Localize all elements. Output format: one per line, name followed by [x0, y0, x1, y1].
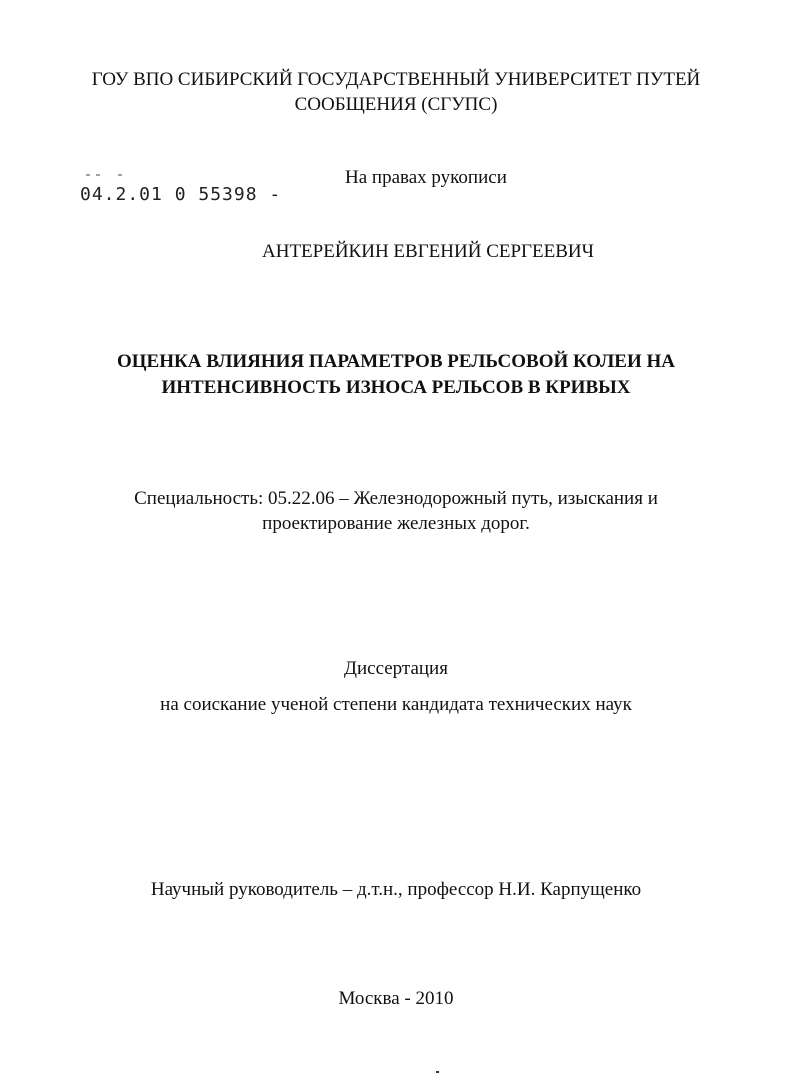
institution-line-1: ГОУ ВПО СИБИРСКИЙ ГОСУДАРСТВЕННЫЙ УНИВЕРСИТЕТ ПУТЕЙ — [91, 69, 701, 90]
specialty-line-2: проектирование железных дорог. — [262, 513, 530, 534]
dissertation-title-line-1: ОЦЕНКА ВЛИЯНИЯ ПАРАМЕТРОВ РЕЛЬСОВОЙ КОЛЕИ НА — [116, 351, 675, 372]
rights-note: На правах рукописи — [345, 167, 507, 188]
dissertation-title-line-2: ИНТЕНСИВНОСТЬ ИЗНОСА РЕЛЬСОВ В КРИВЫХ — [161, 377, 631, 398]
page-dot-mark — [436, 1071, 439, 1073]
document-type: Диссертация — [344, 658, 448, 679]
institution-line-2: СООБЩЕНИЯ (СГУПС) — [294, 94, 498, 115]
stamp-tick-marks — [84, 172, 124, 178]
specialty-line-1: Специальность: 05.22.06 – Железнодорожный путь, изыскания и — [134, 488, 658, 509]
supervisor: Научный руководитель – д.т.н., профессор Н.И. Карпущенко — [150, 879, 642, 900]
place-and-year: Москва - 2010 — [338, 988, 454, 1009]
degree-statement: на соискание ученой степени кандидата технических наук — [160, 694, 632, 715]
author-name: АНТЕРЕЙКИН ЕВГЕНИЙ СЕРГЕЕВИЧ — [262, 241, 594, 262]
registration-stamp-number: 04.2.01 0 55398 - — [80, 184, 282, 205]
